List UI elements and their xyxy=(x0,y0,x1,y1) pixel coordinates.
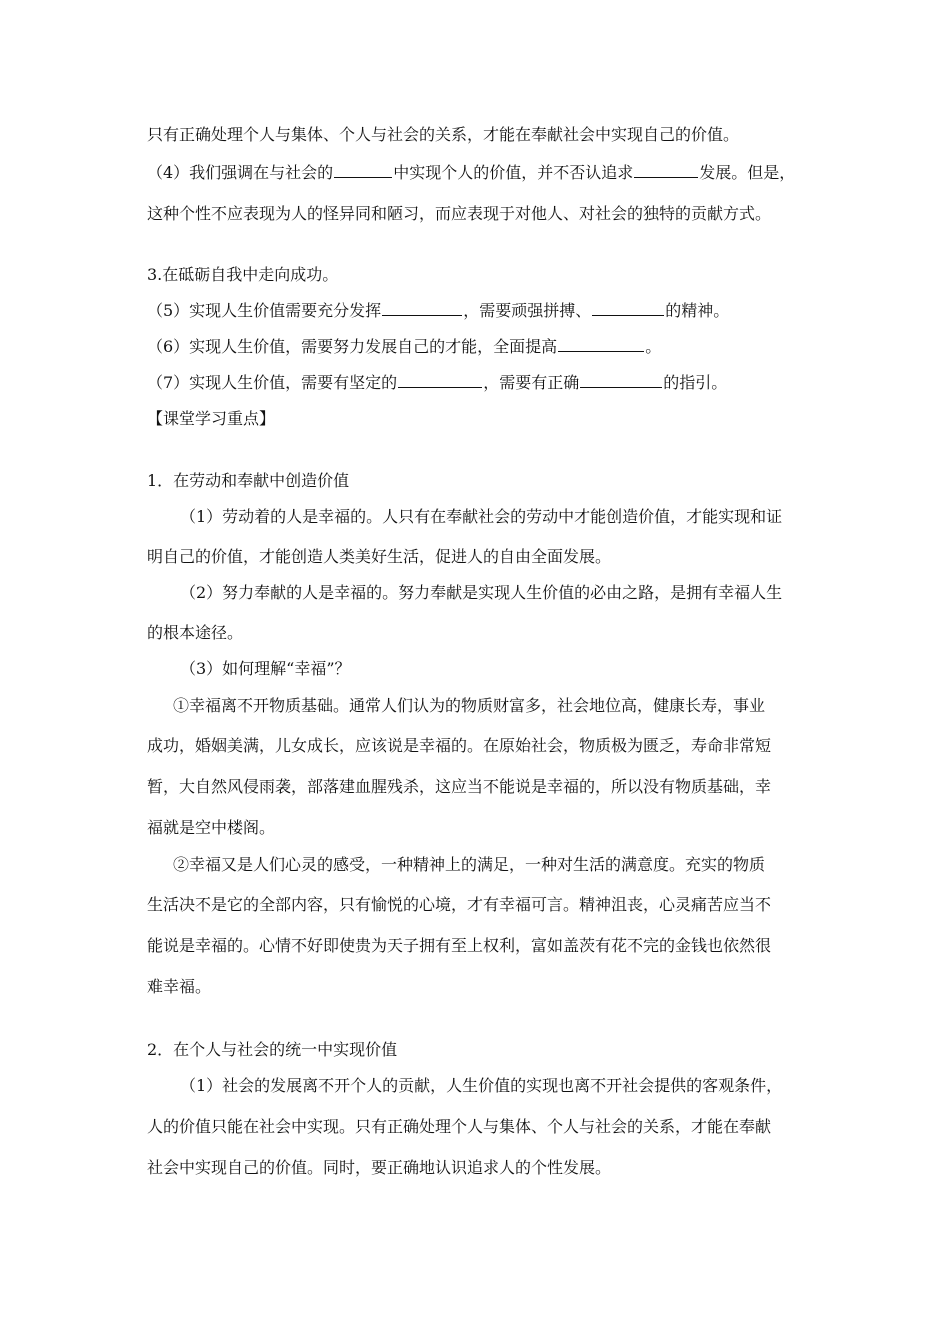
paragraph-line xyxy=(147,623,243,643)
paragraph-line xyxy=(147,547,611,567)
text: 人的价值只能在社会中实现。只有正确处理个人与集体、个人与社会的关系，才能在奉献 xyxy=(147,1117,772,1136)
text: 2．在个人与社会的统一中实现价值 xyxy=(147,1040,398,1059)
paragraph-line xyxy=(147,977,211,997)
paragraph-line xyxy=(147,125,739,145)
section-heading xyxy=(147,409,275,429)
question-text: ，需要有正确 xyxy=(483,373,580,392)
paragraph-line xyxy=(147,936,771,956)
question-text: （5）实现人生价值需要充分发挥 xyxy=(147,301,382,320)
text: 难幸福。 xyxy=(147,977,212,996)
question-text: 。 xyxy=(645,337,662,356)
paragraph-line xyxy=(180,583,782,603)
answer-blank[interactable] xyxy=(558,337,644,352)
text: 成功，婚姻美满，儿女成长，应该说是幸福的。在原始社会，物质极为匮乏，寿命非常短 xyxy=(147,736,772,755)
paragraph-line xyxy=(147,895,771,915)
question-text: 发展。但是， xyxy=(699,163,796,182)
fill-in-question-6 xyxy=(147,337,661,357)
answer-blank[interactable] xyxy=(580,373,662,388)
text: 1．在劳动和奉献中创造价值 xyxy=(147,471,350,490)
text: 能说是幸福的。心情不好即使贵为天子拥有至上权利，富如盖茨有花不完的金钱也依然很 xyxy=(147,936,772,955)
question-text: （4）我们强调在与社会的 xyxy=(147,163,334,182)
paragraph-line xyxy=(147,204,771,224)
text: 福就是空中楼阁。 xyxy=(147,818,276,837)
paragraph-line xyxy=(147,777,771,797)
text: 这种个性不应表现为人的怪异同和陋习，而应表现于对他人、对社会的独特的贡献方式。 xyxy=(147,204,772,223)
fill-in-question-7 xyxy=(147,373,727,393)
text: ②幸福又是人们心灵的感受，一种精神上的满足，一种对生活的满意度。充实的物质 xyxy=(173,855,766,874)
question-text: 的精神。 xyxy=(665,301,730,320)
text: 【课堂学习重点】 xyxy=(147,409,276,428)
question-text: 中实现个人的价值，并不否认追求 xyxy=(393,163,634,182)
paragraph-line xyxy=(147,1117,771,1137)
answer-blank[interactable] xyxy=(398,373,482,388)
question-text: 的指引。 xyxy=(663,373,728,392)
subsection-heading xyxy=(147,471,349,491)
paragraph-line xyxy=(180,507,782,527)
text: 3.在砥砺自我中走向成功。 xyxy=(147,265,339,284)
paragraph-line xyxy=(173,696,765,716)
text: （1）社会的发展离不开个人的贡献，人生价值的实现也离不开社会提供的客观条件， xyxy=(180,1076,783,1095)
paragraph-line xyxy=(147,1158,611,1178)
subsection-heading xyxy=(147,1040,397,1060)
text: ①幸福离不开物质基础。通常人们认为的物质财富多，社会地位高，健康长寿，事业 xyxy=(173,696,766,715)
paragraph-line xyxy=(147,736,771,756)
answer-blank[interactable] xyxy=(634,163,698,178)
text: 社会中实现自己的价值。同时，要正确地认识追求人的个性发展。 xyxy=(147,1158,612,1177)
text: 只有正确处理个人与集体、个人与社会的关系，才能在奉献社会中实现自己的价值。 xyxy=(147,125,740,144)
question-text: （6）实现人生价值，需要努力发展自己的才能，全面提高 xyxy=(147,337,558,356)
answer-blank[interactable] xyxy=(592,301,664,316)
section-heading xyxy=(147,265,338,285)
text: 暂，大自然风侵雨袭，部落建血腥残杀，这应当不能说是幸福的，所以没有物质基础，幸 xyxy=(147,777,772,796)
text: （1）劳动着的人是幸福的。人只有在奉献社会的劳动中才能创造价值，才能实现和证 xyxy=(180,507,783,526)
answer-blank[interactable] xyxy=(382,301,462,316)
paragraph-line xyxy=(180,659,351,679)
text: （3）如何理解“幸福”？ xyxy=(180,659,351,678)
paragraph-line xyxy=(173,855,765,875)
text: （2）努力奉献的人是幸福的。努力奉献是实现人生价值的必由之路，是拥有幸福人生 xyxy=(180,583,783,602)
text: 的根本途径。 xyxy=(147,623,244,642)
question-text: （7）实现人生价值，需要有坚定的 xyxy=(147,373,398,392)
answer-blank[interactable] xyxy=(334,163,392,178)
paragraph-line xyxy=(180,1076,782,1096)
fill-in-question-4 xyxy=(147,163,795,183)
fill-in-question-5 xyxy=(147,301,729,321)
text: 明自己的价值，才能创造人类美好生活，促进人的自由全面发展。 xyxy=(147,547,612,566)
paragraph-line xyxy=(147,818,275,838)
text: 生活决不是它的全部内容，只有愉悦的心境，才有幸福可言。精神沮丧，心灵痛苦应当不 xyxy=(147,895,772,914)
question-text: ，需要顽强拼搏、 xyxy=(463,301,592,320)
